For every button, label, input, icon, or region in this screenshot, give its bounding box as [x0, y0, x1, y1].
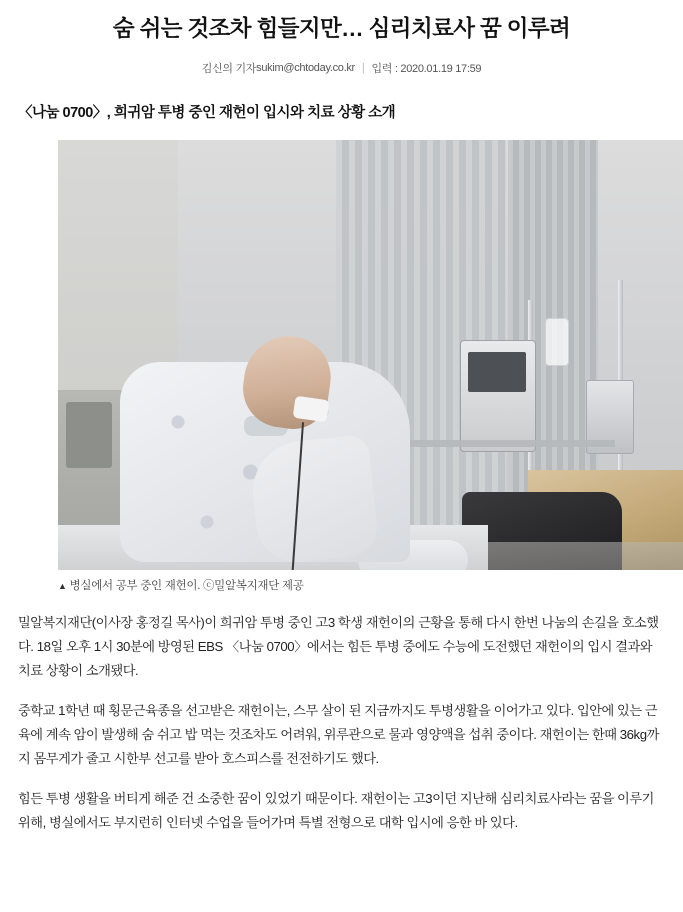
page-title: 숨 쉬는 것조차 힘들지만… 심리치료사 꿈 이루려 — [112, 16, 571, 41]
article-body — [18, 611, 665, 835]
article-subhead: 〈나눔 0700〉, 희귀암 투병 중인 재헌이 입시와 치료 상황 소개 — [18, 105, 396, 122]
photo-monitor-screen — [468, 352, 526, 392]
photo-face-dressing — [293, 395, 330, 422]
article-page — [0, 14, 683, 912]
figure-caption-text: 병실에서 공부 중인 재헌이. ⓒ밀알복지재단 제공 — [69, 579, 304, 592]
byline-author: 김신의 기자 — [201, 63, 257, 76]
photo-iv-bag — [545, 318, 569, 366]
article-paragraph: 힘든 투병 생활을 버티게 해준 건 소중한 꿈이 있었기 때문이다. 재헌이는 고3이던 지난해 심리치료사라는 꿈을 이루기 위해, 병실에서도 부지런히 인터넷 수업을 들어가며 특별 전형으로 대학 입시에 응한 바 있다. — [18, 790, 654, 830]
byline-separator: | — [361, 62, 365, 75]
triangle-icon: ▲ — [58, 580, 67, 591]
photo-cabinet-panel — [66, 402, 112, 468]
byline — [18, 60, 665, 76]
article-paragraph: 밀알복지재단(이사장 홍정길 목사)이 희귀암 투병 중인 고3 학생 재헌이의 근황을 통해 다시 한번 나눔의 손길을 호소했다. 18일 오후 1시 30분에 방영된 EBS 〈나눔 0700〉에서는 힘든 투병 중에도 수능에 도전했던 재헌이의 입시 결과와 치료 상황이 소개됐다. — [18, 614, 659, 678]
article-figure — [58, 140, 683, 593]
figure-caption — [58, 577, 683, 593]
article-photo — [58, 140, 683, 570]
article-paragraph: 중학교 1학년 때 횡문근육종을 선고받은 재헌이는, 스무 살이 된 지금까지도 투병생활을 이어가고 있다. 입안에 있는 근육에 계속 암이 발생해 숨 쉬고 밥 먹는 것조차도 어려워, 위루관으로 물과 영양액을 섭취 중이다. 재헌이는 한때 36kg까지 몸무게가 줄고 시한부 선고를 받아 호스피스를 전전하기도 했다. — [18, 702, 659, 766]
byline-email[interactable]: sukim@chtoday.co.kr — [256, 62, 355, 75]
byline-date: 입력 : 2020.01.19 17:59 — [371, 63, 482, 76]
